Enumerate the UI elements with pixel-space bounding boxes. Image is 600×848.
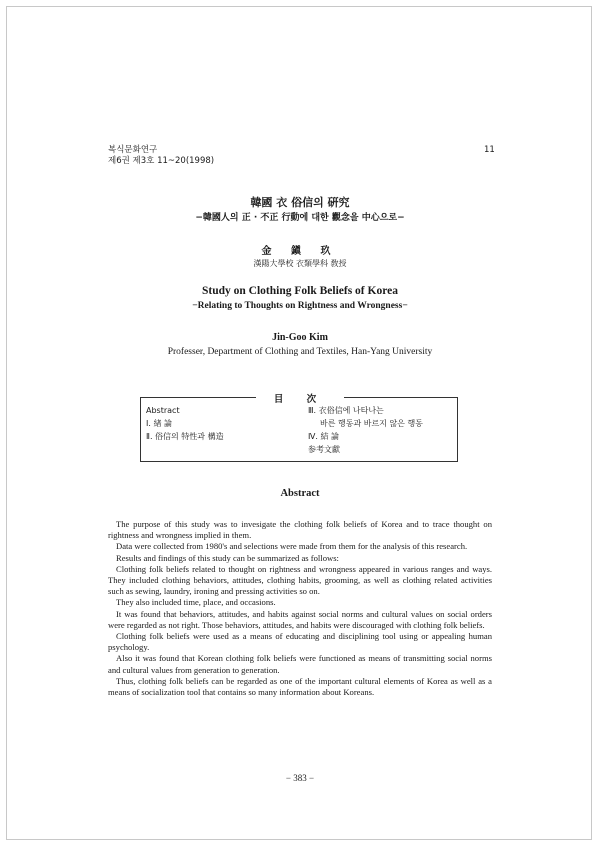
footer-page-number: − 383 − [285, 773, 315, 783]
toc-item: 바른 행동과 바르지 않은 행동 [320, 419, 423, 428]
journal-name: 복식문화연구 [108, 145, 158, 155]
abstract-paragraph: They also included time, place, and occasions. [116, 597, 276, 608]
abstract-body [108, 519, 492, 698]
english-author: Jin-Goo Kim [272, 332, 328, 343]
english-affiliation: Professer, Department of Clothing and Textiles, Han-Yang University [167, 347, 433, 357]
korean-title: 韓國 衣 俗信의 硏究 [250, 196, 350, 209]
abstract-heading: Abstract [280, 488, 320, 499]
toc-heading: 目 次 [256, 391, 344, 405]
toc-item: Ⅲ. 衣俗信에 나타나는 [308, 406, 384, 415]
abstract-paragraph: Results and findings of this study can be summarized as follows: [116, 552, 339, 563]
toc-item: Ⅰ. 緖 論 [146, 419, 172, 428]
toc-item: 参考文獻 [308, 445, 340, 454]
abstract-paragraph: Also it was found that Korean clothing folk beliefs were functioned as means of transmitting social norms and cultural values from generation to generation. [108, 653, 492, 675]
english-title: Study on Clothing Folk Beliefs of Korea [202, 285, 398, 297]
toc-right-column [308, 404, 423, 456]
toc-item: Abstract [146, 406, 180, 415]
page-number: 11 [484, 145, 495, 155]
english-subtitle: −Relating to Thoughts on Rightness and Wrongness− [192, 301, 408, 311]
abstract-paragraph: Clothing folk beliefs related to thought on rightness and wrongness appeared in various ranges and ways. They included clothing behaviors, attitudes, clothing habits, grooming, as well as clothing related activities such as sewing, laundry, ironing and pressing activities so on. [108, 563, 492, 597]
abstract-paragraph: The purpose of this study was to invesigate the clothing folk beliefs of Korea and to trace thought on rightness and wrongness implied in them. [108, 519, 492, 541]
korean-subtitle: −韓國人의 正 · 不正 行動에 대한 觀念을 中心으로− [195, 213, 405, 223]
abstract-paragraph: Data were collected from 1980's and selections were made from them for the analysis of this research. [116, 541, 468, 552]
abstract-paragraph: It was found that behaviors, attitudes, and habits against social norms and cultural values on social orders were regarded as not right. Those behaviors, attitudes, and habits were discouraged with clothing folk beliefs. [108, 608, 492, 630]
toc-item: Ⅱ. 俗信의 特性과 構造 [146, 432, 224, 441]
abstract-paragraph: Clothing folk beliefs were used as a means of educating and disciplining tool using or appealing human psychology. [108, 631, 492, 653]
korean-affiliation: 漢陽大學校 衣類學科 敎授 [253, 259, 347, 268]
journal-volume: 제6권 제3호 11~20(1998) [108, 156, 215, 166]
toc-item: Ⅳ. 結 論 [308, 432, 340, 441]
abstract-paragraph: Thus, clothing folk beliefs can be regarded as one of the important cultural elements of Korea as well as a means of socialization tool that contains so many information about Koreans. [108, 675, 492, 698]
toc-left-column [146, 404, 224, 443]
korean-author: 金 鎭 玖 [261, 246, 339, 257]
